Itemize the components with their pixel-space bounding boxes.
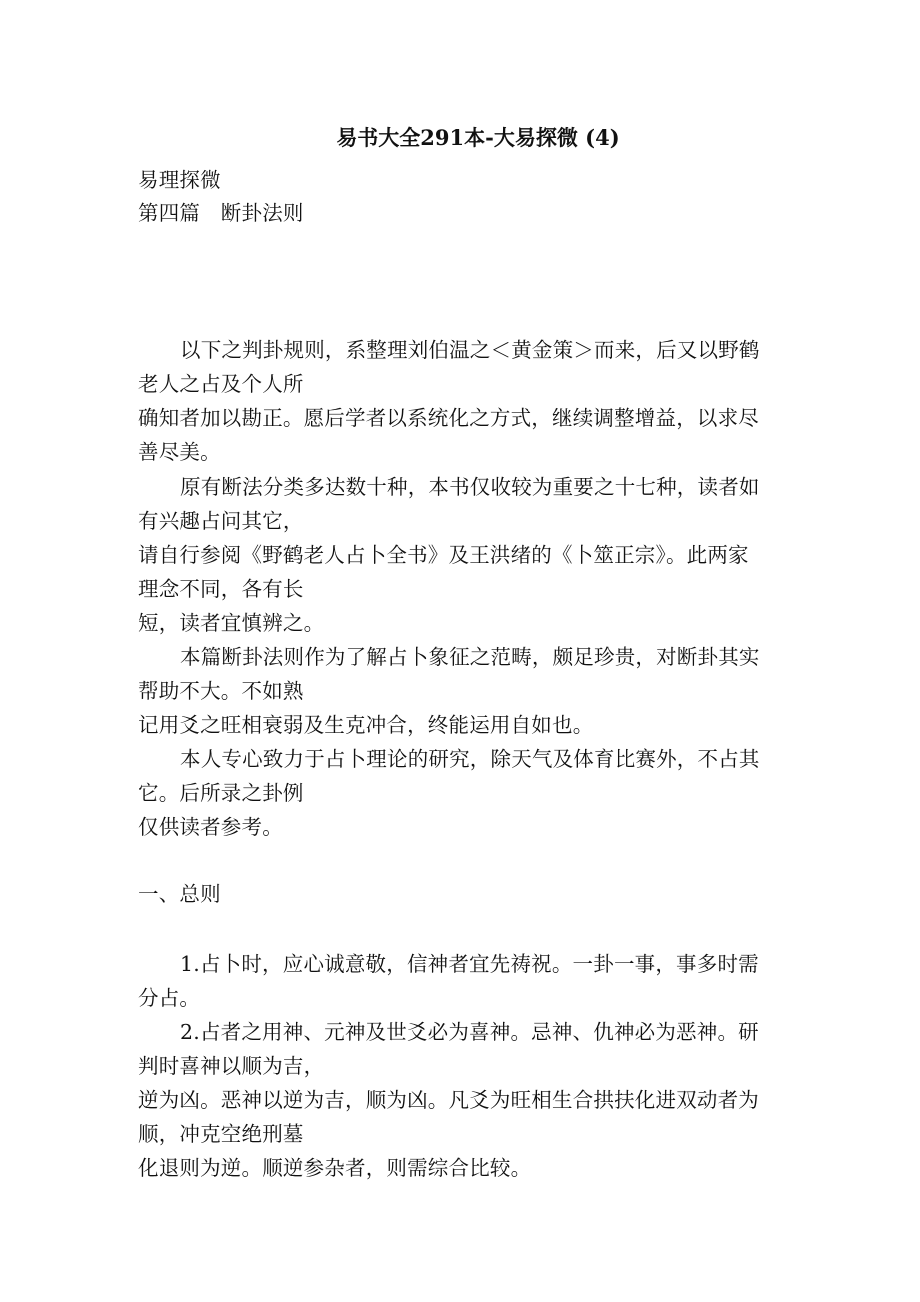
paragraph-1-line-1: 以下之判卦规则，系整理刘伯温之＜黄金策＞而来，后又以野鹤 <box>180 338 760 362</box>
rule-2-line-1: 2.占者之用神、元神及世爻必为喜神。忌神、仇神必为恶神。研 <box>180 1020 759 1044</box>
paragraph-1-line-3: 确知者加以勘正。愿后学者以系统化之方式，继续调整增益，以求尽 <box>138 406 759 430</box>
rule-2-line-3: 逆为凶。恶神以逆为吉，顺为凶。凡爻为旺相生合拱扶化进双动者为 <box>138 1088 759 1112</box>
document-title: 易书大全291本-大易探微 (4) <box>336 125 620 150</box>
rule-2-line-5: 化退则为逆。顺逆参杂者，则需综合比较。 <box>138 1156 532 1180</box>
rule-1-line-1: 1.占卜时，应心诚意敬，信神者宜先祷祝。一卦一事，事多时需 <box>180 952 759 976</box>
paragraph-2-line-2: 有兴趣占问其它， <box>138 509 304 533</box>
chapter-heading: 第四篇 断卦法则 <box>138 201 304 225</box>
paragraph-1-line-2: 老人之占及个人所 <box>138 372 304 396</box>
paragraph-4-line-2: 它。后所录之卦例 <box>138 781 304 805</box>
paragraph-3-line-1: 本篇断卦法则作为了解占卜象征之范畴，颇足珍贵，对断卦其实 <box>180 645 760 669</box>
paragraph-4-line-1: 本人专心致力于占卜理论的研究，除天气及体育比赛外，不占其 <box>180 747 760 771</box>
document-subtitle: 易理探微 <box>138 168 221 192</box>
paragraph-2-line-3: 请自行参阅《野鹤老人占卜全书》及王洪绪的《卜筮正宗》。此两家 <box>138 543 749 567</box>
paragraph-1-line-4: 善尽美。 <box>138 440 221 464</box>
paragraph-3-line-3: 记用爻之旺相衰弱及生克冲合，终能运用自如也。 <box>138 713 594 737</box>
paragraph-2-line-1: 原有断法分类多达数十种，本书仅收较为重要之十七种，读者如 <box>180 475 760 499</box>
paragraph-2-line-4: 理念不同，各有长 <box>138 577 304 601</box>
paragraph-4-line-3: 仅供读者参考。 <box>138 815 283 839</box>
rule-2-line-4: 顺，冲克空绝刑墓 <box>138 1122 304 1146</box>
paragraph-2-line-5: 短，读者宜慎辨之。 <box>138 611 325 635</box>
paragraph-3-line-2: 帮助不大。不如熟 <box>138 679 304 703</box>
section-heading: 一、总则 <box>138 882 221 906</box>
rule-2-line-2: 判时喜神以顺为吉， <box>138 1054 325 1078</box>
rule-1-line-2: 分占。 <box>138 986 201 1010</box>
